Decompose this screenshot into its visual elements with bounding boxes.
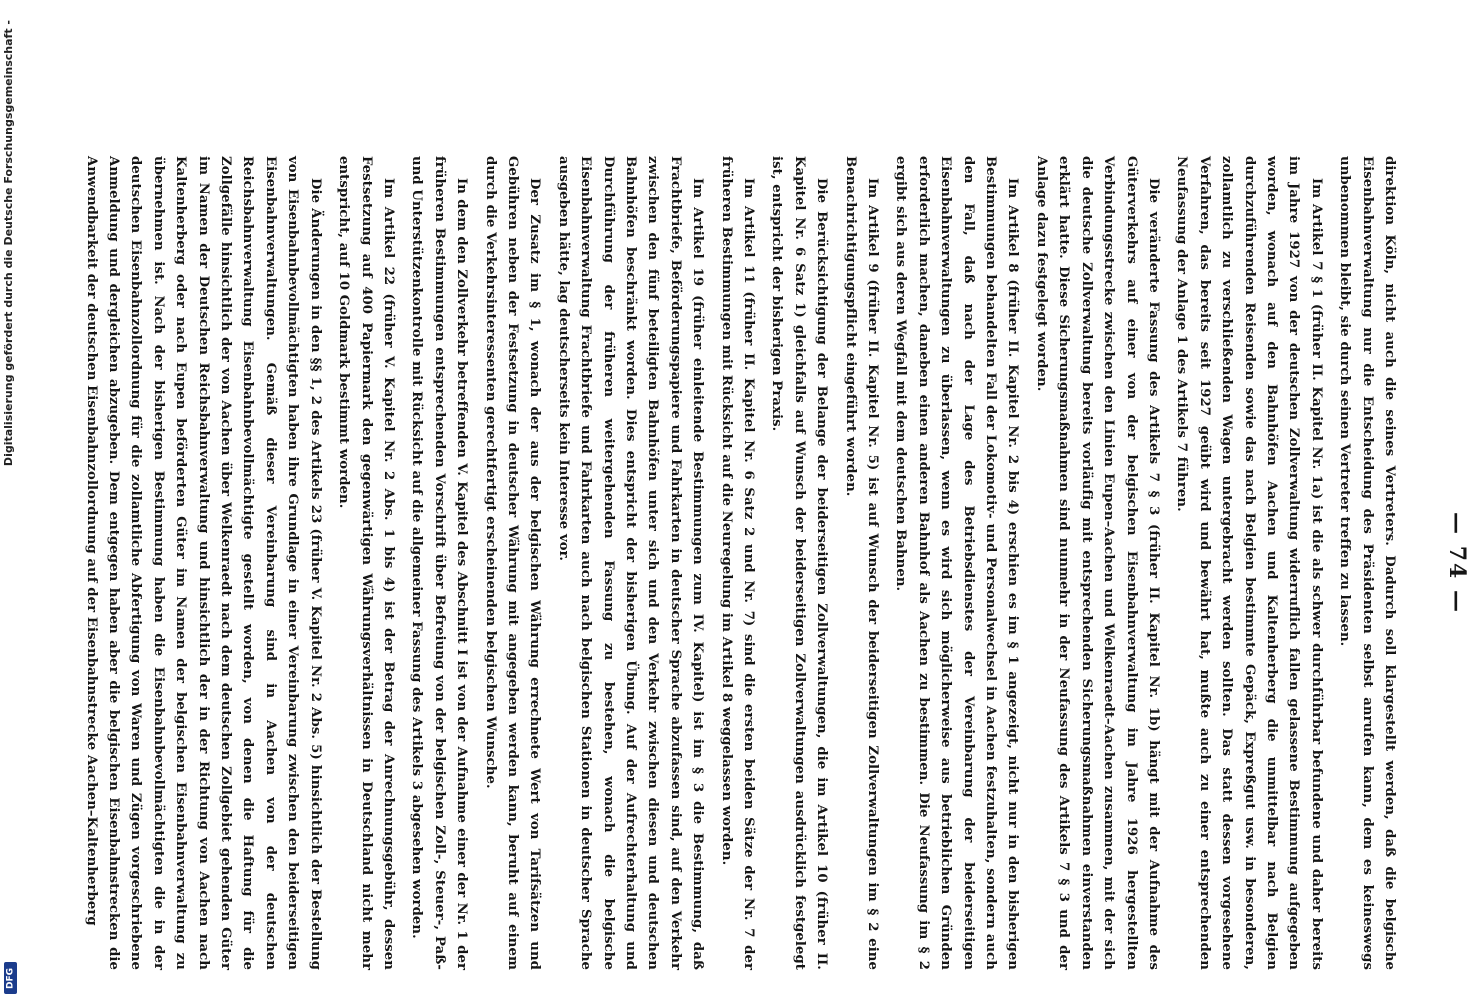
paragraph: Im Artikel 7 § 1 (früher II. Kapitel Nr. 1a) ist die als schwer durchführbar befundene und daher bereits im Jahre 1927 von der deutschen Zollverwaltung widerruflich fallen gelassene Bestimmung aufgegeben worden, wonach auf den Bahnhöfen Aachen und Kaltenherberg die unmittelbar nach Belgien durchzuführenden Reisenden sowie das nach Belgien bestimmte Gepäck, Expreßgut usw. in besonderen, zollamtlich zu verschließenden Wagen untergebracht werden sollten. Das statt dessen vorgesehene Verfahren, das bereits seit 1927 geübt wird und bewährt hat, mußte auch zu einer entsprechenden Neufassung der Anlage 1 des Artikels 7 führen.	[1174, 156, 1324, 970]
credit-text: Digitalisierung gefördert durch die Deutsche Forschungsgemeinschaft -	[2, 20, 15, 467]
paragraph: In dem den Zollverkehr betreffenden V. Kapitel des Abschnitt I ist von der Aufnahme einer der Nr. 1 der früheren Bestimmungen entsprechenden Vorschrift über Befreiung von der belgischen Zoll-, Steuer-, Paß- und Unterstützenkontrolle mit Rücksicht auf die allgemeiner Fassung des Artikels 3 abgesehen worden.	[409, 156, 470, 970]
paragraph: Die Änderungen in den §§ 1, 2 des Artikels 23 (früher V. Kapitel Nr. 2 Abs. 5) hinsichtlich der Bestellung von Eisenbahnbevollmächtigten haben ihre Grundlage in einer Vereinbarung zwischen den beiderseitigen Eisenbahnverwaltungen. Gemäß dieser Vereinbarung sind in Aachen von der deutschen Reichsbahnverwaltung Eisenbahnbevollmächtigte gestellt worden, von denen die Haftung für die Zollgefälle hinsichtlich der von Aachen über Welkenraedt nach dem deutschen Zollgebiet gehenden Güter im Namen der Deutschen Reichsbahnverwaltung und hinsichtlich der in der Richtung von Aachen nach Kaltenherberg oder nach Eupen beförderten Güter im Namen der belgischen Eisenbahnverwaltung zu übernehmen ist. Nach der bisherigen Bestimmung haben die Eisenbahnbevollmächtigten die in der deutschen Eisenbahnzollordnung für die zollamtliche Abfertigung von Waren und Zügen vorgeschriebene Anmeldung und dergleichen abzugeben. Dem entgegen haben aber die belgischen Eisenbahnstrecken die Anwendbarkeit der deutschen Eisenbahnzollordnung auf der Eisenbahnstrecke Aachen–Kaltenherberg	[83, 156, 323, 970]
dfg-logo: DFG	[4, 962, 17, 994]
paragraph: Im Artikel 11 (früher II. Kapitel Nr. 6 Satz 2 und Nr. 7) sind die ersten beiden Sätze der Nr. 7 der früheren Bestimmungen mit Rücksicht auf die Neuregelung im Artikel 8 weggelassen worden.	[718, 156, 757, 970]
paragraph: direktion Köln, nicht auch die seines Vertreters. Dadurch soll klargestellt werden, daß die belgische Eisenbahnverwaltung nur die Entscheidung des Präsidenten selbst anrufen kann, dem es keineswegs unbenommen bleibt, sie durch seinen Vertreter treffen zu lassen.	[1337, 156, 1397, 970]
paragraph: Die Berücksichtigung der Belange der beiderseitigen Zollverwaltungen, die im Artikel 10 (früher II. Kapitel Nr. 6 Satz 1) gleichfalls auf Wunsch der beiderseitigen Zollverwaltungen ausdrücklich festgelegt ist, entspricht der bisherigen Praxis.	[769, 156, 830, 970]
paragraph: Im Artikel 19 (früher einleitende Bestimmungen zum IV. Kapitel) ist im § 3 die Bestimmung, daß Frachtbriefe, Beförderungspapiere und Fahrkarten in deutscher Sprache abzufassen sind, auf den Verkehr zwischen den fünf beteiligten Bahnhöfen unter sich und den Verkehr zwischen diesen und deutschen Bahnhöfen beschränkt worden. Dies entspricht der bisherigen Übung. Auf der Aufrechterhaltung und Durchführung der früheren weitergehenden Fassung zu bestehen, wonach die belgische Eisenbahnverwaltung Frachtbriefe und Fahrkarten auch nach belgischen Stationen in deutscher Sprache ausgeben hätte, lag deutscherseits kein Interesse vor.	[555, 156, 706, 970]
paragraph: Im Artikel 22 (früher V. Kapitel Nr. 2 Abs. 1 bis 4) ist der Betrag der Anrechnungsgebühr, dessen Festsetzung auf 400 Papiermark den gegenwärtigen Währungsverhältnissen in Deutschland nicht mehr entspricht, auf 10 Goldmark bestimmt worden.	[336, 156, 396, 970]
rotated-document-page	[83, 148, 1470, 978]
scanned-page-area	[83, 148, 1470, 978]
paragraph: Im Artikel 9 (früher II. Kapitel Nr. 5) ist auf Wunsch der beiderseitigen Zollverwaltungen im § 2 eine Benachrichtigungspflicht eingeführt worden.	[842, 156, 881, 970]
paragraph: Im Artikel 8 (früher II. Kapitel Nr. 2 bis 4) erschien es im § 1 angezeigt, nicht nur in den bisherigen Bestimmungen behandelten Fall der Lokomotiv- und Personalwechsel in Aachen festzuhalten, sondern auch den Fall, daß nach der Lage des Betriebsdienstes der Vereinbarung der beiderseitigen Eisenbahnverwaltungen zu überlassen, wenn es wird sich möglicherweise aus betrieblichen Gründen erforderlich machen, daneben einen anderen Bahnhof als Aachen zu bestimmen. Die Neufassung im § 2 ergibt sich aus deren Wegfall mit dem deutschen Bahnen.	[893, 156, 1021, 970]
page-number: — 74 —	[1444, 512, 1470, 614]
paragraph: Der Zusatz im § 1, wonach der aus der belgischen Währung errechnete Wert von Tarifsätzen und Gebühren neben der Festsetzung in deutscher Währung mit angegeben werden kann, beruht auf einem durch die Verkehrsinteressenten gerechtfertigt erscheinenden belgischen Wunsche.	[482, 156, 543, 970]
paragraph: Die veränderte Fassung des Artikels 7 § 3 (früher II. Kapitel Nr. 1b) hängt mit der Aufnahme des Güterverkehrs auf einer von der belgischen Eisenbahnverwaltung im Jahre 1926 hergestellten Verbindungsstrecke zwischen den Linien Eupen–Aachen und Welkenraedt–Aachen zusammen, mit der sich die deutsche Zollverwaltung bereits vorläufig mit entsprechenden Sicherungsmaßnahmen einverstanden erklärt hatte. Diese Sicherungsmaßnahmen sind nunmehr in der Neufassung des Artikels 7 § 3 und der Anlage dazu festgelegt worden.	[1033, 156, 1161, 970]
digitization-credit	[2, 0, 16, 1000]
